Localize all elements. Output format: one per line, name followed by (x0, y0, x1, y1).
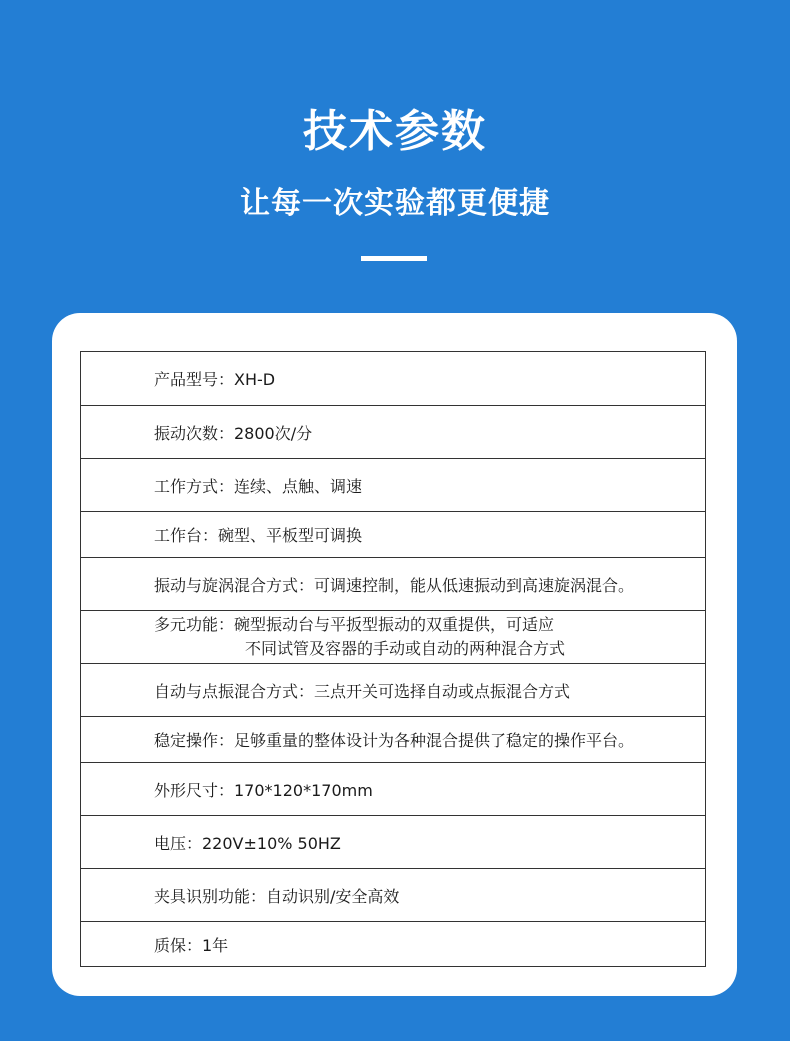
table-row (81, 459, 705, 512)
spec-text: 工作方式：连续、点触、调速 (154, 476, 363, 496)
table-row (81, 512, 705, 558)
spec-text: 振动与旋涡混合方式：可调速控制，能从低速振动到高速旋涡混合。 (154, 575, 635, 595)
spec-text: 自动与点振混合方式：三点开关可选择自动或点振混合方式 (154, 681, 571, 701)
table-row (81, 816, 705, 869)
spec-text: 稳定操作：足够重量的整体设计为各种混合提供了稳定的操作平台。 (154, 731, 635, 750)
table-row (81, 611, 705, 664)
spec-text: 质保：1年 (154, 935, 229, 955)
table-row (81, 664, 705, 717)
table-row (81, 922, 705, 967)
spec-text: 工作台：碗型、平板型可调换 (154, 526, 363, 545)
table-row (81, 717, 705, 763)
table-row (81, 869, 705, 922)
spec-table (80, 351, 706, 967)
spec-text: 外形尺寸：170*120*170mm (154, 780, 373, 800)
spec-text-line2: 不同试管及容器的手动或自动的两种混合方式 (245, 639, 566, 658)
table-row (81, 558, 705, 611)
divider (361, 256, 427, 261)
page-title: 技术参数 (303, 106, 487, 157)
table-row (81, 352, 705, 406)
table-row (81, 763, 705, 816)
table-row (81, 406, 705, 459)
spec-text: 产品型号：XH-D (154, 370, 276, 389)
spec-text: 多元功能：碗型振动台与平扳型振动的双重提供，可适应 (154, 615, 555, 634)
page-subtitle: 让每一次实验都更便捷 (240, 186, 550, 221)
spec-text: 振动次数：2800次/分 (154, 423, 313, 443)
spec-text: 夹具识别功能：自动识别/安全高效 (154, 886, 400, 906)
spec-text: 电压：220V±10% 50HZ (154, 833, 341, 853)
